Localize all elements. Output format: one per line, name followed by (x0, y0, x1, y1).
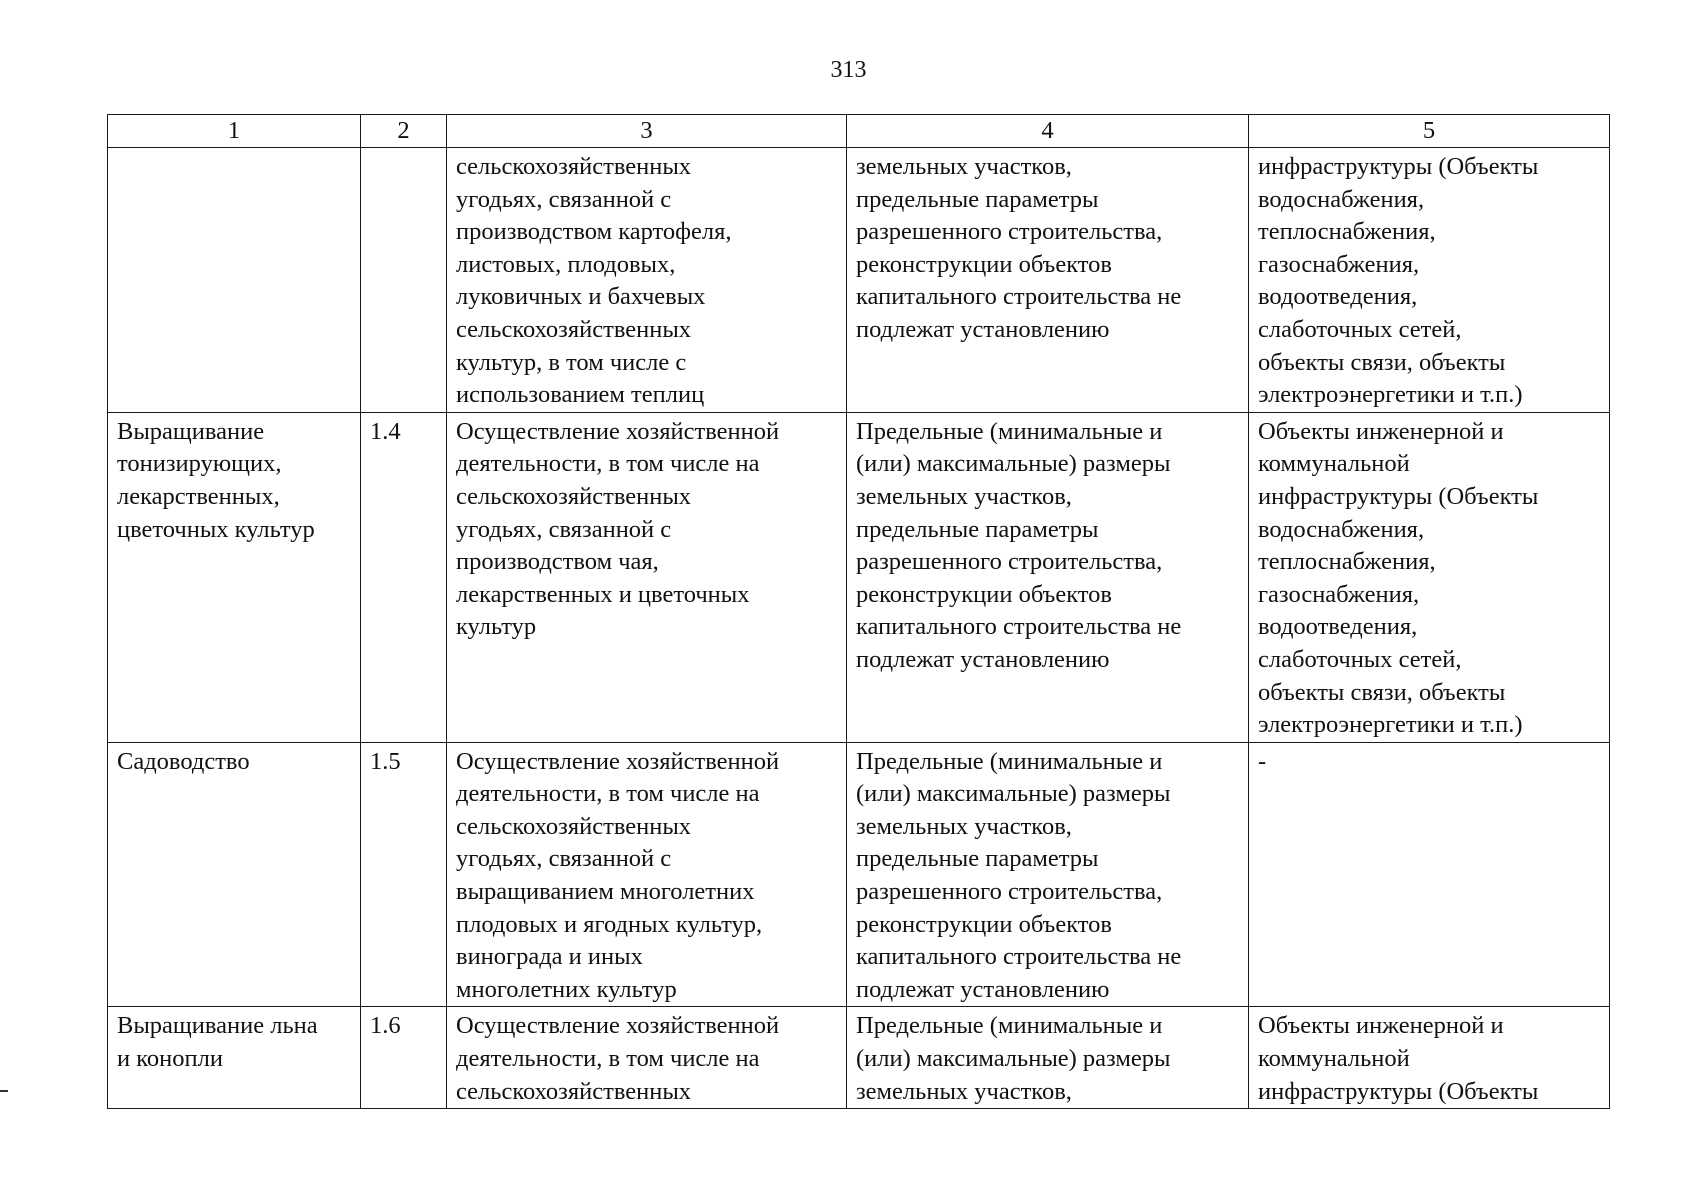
use-name-cell (108, 412, 361, 742)
use-parameters-cell (847, 148, 1249, 413)
use-name: Выращивание тонизирующих, лекарственных, цветочных культур (117, 417, 315, 543)
use-auxiliary: Объекты инженерной и коммунальной инфраструктуры (Объекты водоснабжения, теплоснабжения, газоснабжения, водоотведения, слаботочных сетей, объекты связи, объекты электроэнергетики и т.п.) (1258, 417, 1539, 739)
use-name-cell (108, 742, 361, 1007)
column-header-5: 5 (1249, 115, 1610, 148)
margin-mark (0, 1090, 8, 1092)
use-name: Садоводство (117, 747, 250, 775)
use-auxiliary-cell (1249, 742, 1610, 1007)
use-parameters-cell (847, 742, 1249, 1007)
use-description: Осуществление хозяйственной деятельности, в том числе на сельскохозяйственных (456, 1012, 780, 1105)
use-name-cell (108, 148, 361, 413)
use-parameters-cell (847, 412, 1249, 742)
land-use-table (107, 114, 1610, 1109)
use-code-cell (361, 412, 447, 742)
column-header-3: 3 (447, 115, 847, 148)
use-code: 1.5 (370, 747, 401, 775)
use-description-cell (447, 412, 847, 742)
use-code-cell (361, 148, 447, 413)
use-description-cell (447, 148, 847, 413)
page-number: 313 (830, 57, 867, 83)
use-code: 1.6 (370, 1012, 401, 1040)
use-description-cell (447, 742, 847, 1007)
column-header-2: 2 (361, 115, 447, 148)
use-code: 1.4 (370, 417, 401, 445)
use-parameters: Предельные (минимальные и (или) максимальные) размеры земельных участков, предельные параметры разрешенного строительства, реконструкции объектов капитального строительства не подлежат установлению (856, 747, 1182, 1003)
use-code-cell (361, 742, 447, 1007)
table-row (108, 742, 1610, 1007)
use-auxiliary: - (1258, 747, 1267, 775)
use-parameters: Предельные (минимальные и (или) максимальные) размеры земельных участков, предельные параметры разрешенного строительства, реконструкции объектов капитального строительства не подлежат установлению (856, 417, 1182, 673)
use-name-cell (108, 1007, 361, 1109)
use-description: Осуществление хозяйственной деятельности, в том числе на сельскохозяйственных угодьях, связанной с производством чая, лекарственных и цветочных культур (456, 417, 780, 641)
table-row (108, 148, 1610, 413)
use-parameters-cell (847, 1007, 1249, 1109)
use-auxiliary-cell (1249, 412, 1610, 742)
table-row (108, 412, 1610, 742)
use-auxiliary: инфраструктуры (Объекты водоснабжения, теплоснабжения, газоснабжения, водоотведения, слаботочных сетей, объекты связи, объекты электроэнергетики и т.п.) (1258, 153, 1539, 409)
table-header-row (108, 115, 1610, 148)
use-auxiliary: Объекты инженерной и коммунальной инфраструктуры (Объекты (1258, 1012, 1539, 1105)
use-auxiliary-cell (1249, 1007, 1610, 1109)
use-description: сельскохозяйственных угодьях, связанной с производством картофеля, листовых, плодовых, луковичных и бахчевых сельскохозяйственных культур, в том числе с использованием теплиц (456, 153, 732, 409)
table-row (108, 1007, 1610, 1109)
column-header-1: 1 (108, 115, 361, 148)
use-description: Осуществление хозяйственной деятельности, в том числе на сельскохозяйственных угодьях, связанной с выращиванием многолетних плодовых и ягодных культур, винограда и иных многолетних культур (456, 747, 780, 1003)
use-parameters: земельных участков, предельные параметры разрешенного строительства, реконструкции объектов капитального строительства не подлежат установлению (856, 153, 1182, 343)
column-header-4: 4 (847, 115, 1249, 148)
use-name: Выращивание льна и конопли (117, 1012, 318, 1073)
use-code-cell (361, 1007, 447, 1109)
use-auxiliary-cell (1249, 148, 1610, 413)
use-parameters: Предельные (минимальные и (или) максимальные) размеры земельных участков, (856, 1012, 1171, 1105)
use-description-cell (447, 1007, 847, 1109)
